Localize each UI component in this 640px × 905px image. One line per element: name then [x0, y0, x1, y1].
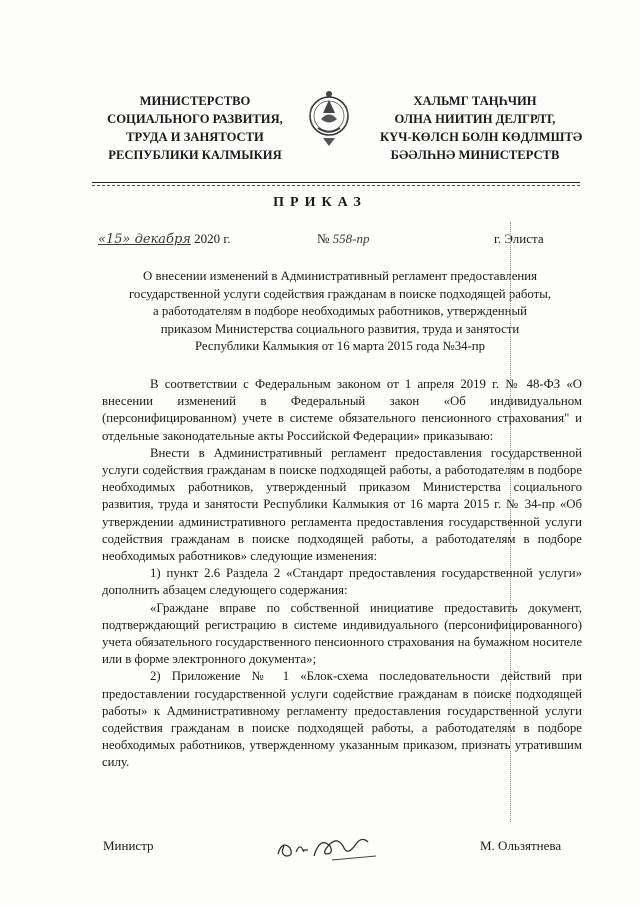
document-title: ПРИКАЗ: [273, 195, 367, 210]
subject-line: О внесении изменений в Административный регламент предоставления: [143, 269, 537, 283]
header-divider-dashed: [92, 185, 580, 186]
item-2-paragraph: 2) Приложение № 1 «Блок-схема последовательности действий при предоставлении государственной услуги содействие гражданам в поиске подходящей работы» к Административному регламенту предоставления государственной услуги содействия гражданам в поиске подходящей работы, а работодателям в подборе необходимых работников, утвержденному указанным приказом, признать утратившим силу.: [102, 669, 582, 770]
signatory-role: Министр: [103, 838, 154, 853]
header-line: СОЦИАЛЬНОГО РАЗВИТИЯ,: [107, 112, 283, 126]
handwritten-date: «15» декабря: [98, 232, 191, 247]
order-city: г. Элиста: [494, 231, 544, 246]
header-divider: [92, 182, 580, 183]
header-line: КҮЧ-КӨЛСН БОЛН КӨДЛМШТӘ: [380, 130, 583, 144]
order-body: [102, 376, 582, 772]
header-line: МИНИСТЕРСТВО: [139, 94, 251, 108]
header-line: РЕСПУБЛИКИ КАЛМЫКИЯ: [108, 148, 282, 162]
handwritten-number: 558-пр: [332, 231, 370, 246]
item-1-paragraph: 1) пункт 2.6 Раздела 2 «Стандарт предоставления государственной услуги» дополнить абзацем следующего содержания:: [102, 566, 582, 598]
number-prefix: №: [317, 231, 330, 246]
preamble-paragraph: В соответствии с Федеральным законом от 1 апреля 2019 г. № 48-ФЗ «О внесении изменений в Федеральный закон «Об индивидуальном (персонифицированном) учете в системе обязательного пенсионного страхования" и отдельные законодательные акты Российской Федерации» приказываю:: [102, 377, 582, 443]
coat-of-arms-emblem-icon: [304, 86, 354, 150]
subject-line: приказом Министерства социального развития, труда и занятости: [160, 321, 520, 336]
handwritten-signature-icon: [272, 826, 382, 866]
header-line: ОЛНА НИИТИН ДЕЛГРЛТ,: [394, 112, 556, 126]
signatory-name: М. Ользятнева: [480, 838, 562, 853]
header-ministry-ru: [96, 92, 294, 164]
header-line: ТРУДА И ЗАНЯТОСТИ: [126, 130, 264, 144]
main-paragraph: Внести в Административный регламент предоставления государственной услуги содействия гражданам в поиске подходящей работы, а работодателям в подборе необходимых работников, утвержденный приказом Министерства социального развития, труда и занятости Республики Калмыкия от 16 марта 2015 г. № 34-пр «Об утверждении административного регламента предоставления государственной услуги содействия гражданам в поиске подходящей работы, а работодателям в подборе необходимых работников» следующие изменения:: [102, 445, 582, 564]
order-year: 2020 г.: [194, 231, 231, 246]
header-ministry-kalmyk: [380, 92, 583, 164]
header-line: ХАЛЬМГ ТАҢҺЧИН: [413, 94, 537, 108]
subject-line: Республики Калмыкия от 16 марта 2015 года №34-пр: [194, 339, 485, 353]
quote-paragraph: «Граждане вправе по собственной инициативе предоставить документ, подтверждающий регистрацию в системе индивидуального (персонифицированного) учета обязательного государственного пенсионного страхования на бумажном носителе или в форме электронного документа»;: [102, 600, 582, 667]
subject-line: государственной услуги содействия гражданам в поиске подходящей работы,: [128, 286, 552, 301]
header-line: БӘӘЛҺНӘ МИНИСТЕРСТВ: [390, 148, 560, 162]
order-date: [98, 231, 231, 247]
order-number: [317, 231, 370, 247]
order-subject: [90, 268, 590, 356]
subject-line: а работодателям в подборе необходимых работников, утвержденный: [153, 304, 527, 318]
